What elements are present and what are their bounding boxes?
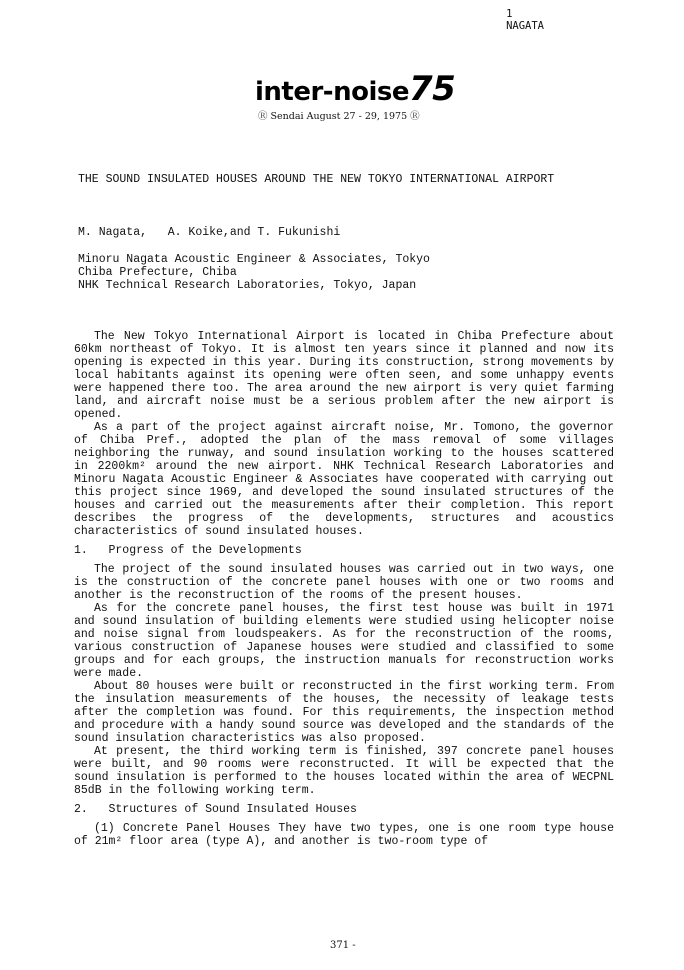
affiliation: Minoru Nagata Acoustic Engineer & Associates, Tokyo	[78, 253, 430, 266]
paragraph: As a part of the project against aircraft noise, Mr. Tomono, the governor of Chiba Pref., adopted the plan of the mass removal of some villages neighboring the runway, and sound insulation working to the houses scattered in 2200km² around the new airport. NHK Technical Research Laboratories and Minoru Nagata Acoustic Engineer & Associates have cooperated with carrying out this project since 1969, and developed the sound insulated structures of the houses and carried out the measurements after their completion. This report describes the progress of the developments, structures and acoustics characteristics of sound insulated houses.	[74, 421, 614, 538]
logo-name: inter-noise	[255, 77, 409, 107]
page-number: 1	[506, 8, 513, 20]
paragraph: (1) Concrete Panel Houses They have two types, one is one room type house of 21m² floor area (type A), and another is two-room type of	[74, 822, 614, 848]
seal-icon: Ⓡ	[410, 111, 420, 122]
section-heading: 2. Structures of Sound Insulated Houses	[74, 803, 357, 816]
conference-dates: Sendai August 27 - 29, 1975	[270, 111, 408, 122]
page-header	[506, 8, 544, 32]
affiliation: Chiba Prefecture, Chiba	[78, 266, 237, 279]
paragraph: At present, the third working term is finished, 397 concrete panel houses were built, and 90 rooms were reconstructed. It will be expected that the sound insulation is performed to the houses located within the area of WECPNL 85dB in the following working term.	[74, 745, 614, 797]
conference-logo	[255, 69, 456, 109]
paragraph: The New Tokyo International Airport is located in Chiba Prefecture about 60km northeast of Tokyo. It is almost ten years since it planned and now its opening is expected in this year. During its construction, strong movements by local habitants against its opening were often seen, and some unhappy events were happened there too. The area around the new airport is very quiet farming land, and aircraft noise must be a serious problem after the new airport is opened.	[74, 330, 614, 421]
logo-year: 75	[409, 69, 456, 109]
paragraph: The project of the sound insulated houses was carried out in two ways, one is the construction of the concrete panel houses with one or two rooms and another is the reconstruction of the rooms of the present houses.	[74, 563, 614, 602]
section-heading: 1. Progress of the Developments	[74, 544, 302, 557]
paper-body	[74, 330, 614, 848]
paper-title: THE SOUND INSULATED HOUSES AROUND THE NEW TOKYO INTERNATIONAL AIRPORT	[78, 173, 555, 186]
affiliation: NHK Technical Research Laboratories, Tokyo, Japan	[78, 279, 417, 292]
page-footer: 371 -	[330, 940, 356, 951]
authors: M. Nagata, A. Koike,and T. Fukunishi	[78, 226, 341, 239]
paragraph: About 80 houses were built or reconstructed in the first working term. From the insulation measurements of the houses, the necessity of leakage tests after the completion was found. For this requirements, the inspection method and procedure with a handy sound source was developed and the standards of the sound insulation characteristics was also proposed.	[74, 680, 614, 745]
author-tag: NAGATA	[506, 20, 544, 32]
seal-icon: Ⓡ	[258, 111, 268, 122]
conference-line	[258, 108, 420, 122]
affiliations	[78, 253, 430, 292]
paragraph: As for the concrete panel houses, the first test house was built in 1971 and sound insulation of building elements were studied using helicopter noise and noise signal from loudspeakers. As for the reconstruction of the rooms, various construction of Japanese houses were studied and classified to some groups and for each groups, the instruction manuals for reconstruction works were made.	[74, 602, 614, 680]
